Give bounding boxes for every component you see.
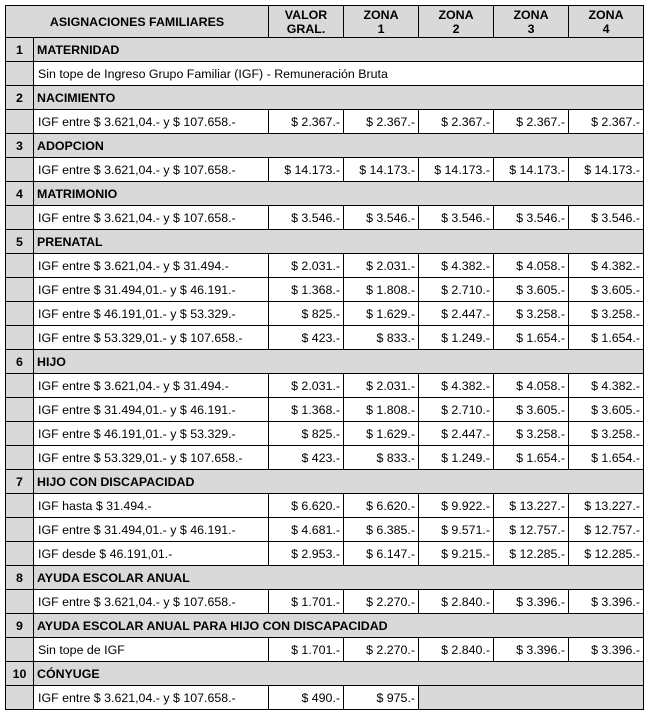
table-row [6,158,644,182]
value-cell: $ 6.620.- [344,494,419,518]
col-header-zona-2: ZONA 2 [419,6,494,38]
section-row [6,182,644,206]
value-cell: $ 6.147.- [344,542,419,566]
section-row [6,230,644,254]
row-spacer [6,254,34,278]
section-title: CÓNYUGE [34,662,644,686]
value-cell: $ 2.270.- [344,590,419,614]
value-cell: $ 2.367.- [269,110,344,134]
table-row [6,686,644,710]
row-description: IGF entre $ 3.621,04.- y $ 107.658.- [34,110,269,134]
value-cell: $ 2.840.- [419,590,494,614]
value-cell: $ 1.701.- [269,590,344,614]
value-cell: $ 833.- [344,326,419,350]
row-description: IGF hasta $ 31.494.- [34,494,269,518]
table-row [6,398,644,422]
value-cell: $ 4.058.- [494,254,569,278]
table-row [6,206,644,230]
value-cell: $ 3.546.- [494,206,569,230]
section-number: 8 [6,566,34,590]
value-cell: $ 14.173.- [269,158,344,182]
value-cell: $ 2.367.- [344,110,419,134]
value-cell: $ 2.447.- [419,422,494,446]
row-spacer [6,62,34,86]
value-cell: $ 14.173.- [419,158,494,182]
row-spacer [6,638,34,662]
value-cell: $ 13.227.- [569,494,644,518]
value-cell: $ 4.681.- [269,518,344,542]
section-title: AYUDA ESCOLAR ANUAL [34,566,644,590]
row-spacer [6,590,34,614]
value-cell: $ 833.- [344,446,419,470]
value-cell: $ 12.757.- [569,518,644,542]
table-row [6,62,644,86]
section-row [6,662,644,686]
table-row [6,638,644,662]
value-cell: $ 3.605.- [494,398,569,422]
row-description: IGF entre $ 3.621,04.- y $ 31.494.- [34,254,269,278]
row-description: IGF entre $ 3.621,04.- y $ 107.658.- [34,590,269,614]
section-number: 7 [6,470,34,494]
value-cell: $ 975.- [344,686,419,710]
value-cell: $ 3.605.- [569,398,644,422]
table-row [6,494,644,518]
value-cell: $ 2.270.- [344,638,419,662]
value-cell: $ 2.710.- [419,398,494,422]
col-header-zona-1: ZONA 1 [344,6,419,38]
value-cell: $ 3.396.- [494,638,569,662]
section-title: HIJO [34,350,644,374]
table-row [6,446,644,470]
row-spacer [6,206,34,230]
table-title: ASIGNACIONES FAMILIARES [6,6,269,38]
section-number: 9 [6,614,34,638]
value-cell: $ 9.922.- [419,494,494,518]
value-cell: $ 4.382.- [569,254,644,278]
table-row [6,302,644,326]
value-cell: $ 3.546.- [269,206,344,230]
value-cell: $ 6.385.- [344,518,419,542]
value-cell: $ 3.396.- [494,590,569,614]
value-cell: $ 3.258.- [494,422,569,446]
value-cell: $ 3.546.- [569,206,644,230]
value-cell: $ 6.620.- [269,494,344,518]
section-number: 10 [6,662,34,686]
value-cell: $ 14.173.- [569,158,644,182]
section-title: NACIMIENTO [34,86,644,110]
table-row [6,278,644,302]
value-cell: $ 1.249.- [419,446,494,470]
row-spacer [6,686,34,710]
row-spacer [6,446,34,470]
table-row [6,590,644,614]
value-cell: $ 2.031.- [344,374,419,398]
value-cell: $ 1.654.- [494,446,569,470]
section-title: HIJO CON DISCAPACIDAD [34,470,644,494]
section-row [6,566,644,590]
value-cell: $ 4.382.- [569,374,644,398]
value-cell: $ 3.605.- [494,278,569,302]
value-cell: $ 2.953.- [269,542,344,566]
section-number: 3 [6,134,34,158]
value-cell: $ 3.546.- [344,206,419,230]
value-cell: $ 14.173.- [344,158,419,182]
section-row [6,86,644,110]
value-cell: $ 1.654.- [569,446,644,470]
value-cell: $ 1.629.- [344,302,419,326]
row-description: IGF entre $ 31.494,01.- y $ 46.191.- [34,398,269,422]
table-row [6,374,644,398]
row-description: Sin tope de Ingreso Grupo Familiar (IGF) - Remuneración Bruta [34,62,644,86]
value-cell: $ 14.173.- [494,158,569,182]
value-cell: $ 490.- [269,686,344,710]
section-number: 1 [6,38,34,62]
table-row [6,254,644,278]
table-row [6,542,644,566]
section-title: AYUDA ESCOLAR ANUAL PARA HIJO CON DISCAPACIDAD [34,614,644,638]
value-cell: $ 13.227.- [494,494,569,518]
value-cell: $ 3.258.- [494,302,569,326]
value-cell: $ 1.368.- [269,278,344,302]
section-number: 6 [6,350,34,374]
value-cell: $ 2.367.- [569,110,644,134]
table-row [6,110,644,134]
row-spacer [6,422,34,446]
header-row [6,6,644,38]
row-description: IGF entre $ 3.621,04.- y $ 31.494.- [34,374,269,398]
value-cell: $ 825.- [269,422,344,446]
blank-cell [419,686,644,710]
value-cell: $ 1.249.- [419,326,494,350]
row-spacer [6,518,34,542]
row-spacer [6,494,34,518]
section-row [6,134,644,158]
value-cell: $ 4.058.- [494,374,569,398]
row-spacer [6,374,34,398]
value-cell: $ 2.367.- [494,110,569,134]
row-description: IGF entre $ 31.494,01.- y $ 46.191.- [34,518,269,542]
row-description: IGF entre $ 3.621,04.- y $ 107.658.- [34,158,269,182]
section-row [6,614,644,638]
value-cell: $ 423.- [269,446,344,470]
value-cell: $ 2.710.- [419,278,494,302]
section-number: 5 [6,230,34,254]
value-cell: $ 4.382.- [419,254,494,278]
row-description: IGF entre $ 46.191,01.- y $ 53.329.- [34,422,269,446]
section-row [6,38,644,62]
value-cell: $ 3.546.- [419,206,494,230]
section-title: ADOPCION [34,134,644,158]
value-cell: $ 2.447.- [419,302,494,326]
col-header-zona-3: ZONA 3 [494,6,569,38]
value-cell: $ 1.654.- [494,326,569,350]
row-spacer [6,158,34,182]
row-description: Sin tope de IGF [34,638,269,662]
value-cell: $ 2.840.- [419,638,494,662]
value-cell: $ 1.701.- [269,638,344,662]
value-cell: $ 423.- [269,326,344,350]
value-cell: $ 2.031.- [344,254,419,278]
row-description: IGF entre $ 46.191,01.- y $ 53.329.- [34,302,269,326]
section-row [6,470,644,494]
value-cell: $ 4.382.- [419,374,494,398]
section-title: MATERNIDAD [34,38,644,62]
value-cell: $ 1.808.- [344,398,419,422]
col-header-valor-gral: VALOR GRAL. [269,6,344,38]
value-cell: $ 3.396.- [569,590,644,614]
value-cell: $ 1.629.- [344,422,419,446]
row-spacer [6,110,34,134]
value-cell: $ 825.- [269,302,344,326]
section-number: 4 [6,182,34,206]
value-cell: $ 3.258.- [569,302,644,326]
row-spacer [6,278,34,302]
value-cell: $ 1.654.- [569,326,644,350]
value-cell: $ 2.367.- [419,110,494,134]
row-spacer [6,398,34,422]
value-cell: $ 2.031.- [269,374,344,398]
value-cell: $ 12.757.- [494,518,569,542]
value-cell: $ 3.396.- [569,638,644,662]
value-cell: $ 2.031.- [269,254,344,278]
col-header-zona-4: ZONA 4 [569,6,644,38]
row-spacer [6,326,34,350]
table-row [6,518,644,542]
row-description: IGF entre $ 31.494,01.- y $ 46.191.- [34,278,269,302]
value-cell: $ 3.605.- [569,278,644,302]
row-description: IGF entre $ 53.329,01.- y $ 107.658.- [34,326,269,350]
table-row [6,326,644,350]
row-description: IGF entre $ 3.621,04.- y $ 107.658.- [34,206,269,230]
value-cell: $ 12.285.- [494,542,569,566]
section-title: MATRIMONIO [34,182,644,206]
value-cell: $ 12.285.- [569,542,644,566]
row-description: IGF desde $ 46.191,01.- [34,542,269,566]
value-cell: $ 1.368.- [269,398,344,422]
value-cell: $ 9.215.- [419,542,494,566]
value-cell: $ 1.808.- [344,278,419,302]
table-row [6,422,644,446]
value-cell: $ 9.571.- [419,518,494,542]
asignaciones-table [5,5,644,710]
section-number: 2 [6,86,34,110]
row-description: IGF entre $ 3.621,04.- y $ 107.658.- [34,686,269,710]
row-description: IGF entre $ 53.329,01.- y $ 107.658.- [34,446,269,470]
row-spacer [6,302,34,326]
value-cell: $ 3.258.- [569,422,644,446]
row-spacer [6,542,34,566]
section-row [6,350,644,374]
section-title: PRENATAL [34,230,644,254]
